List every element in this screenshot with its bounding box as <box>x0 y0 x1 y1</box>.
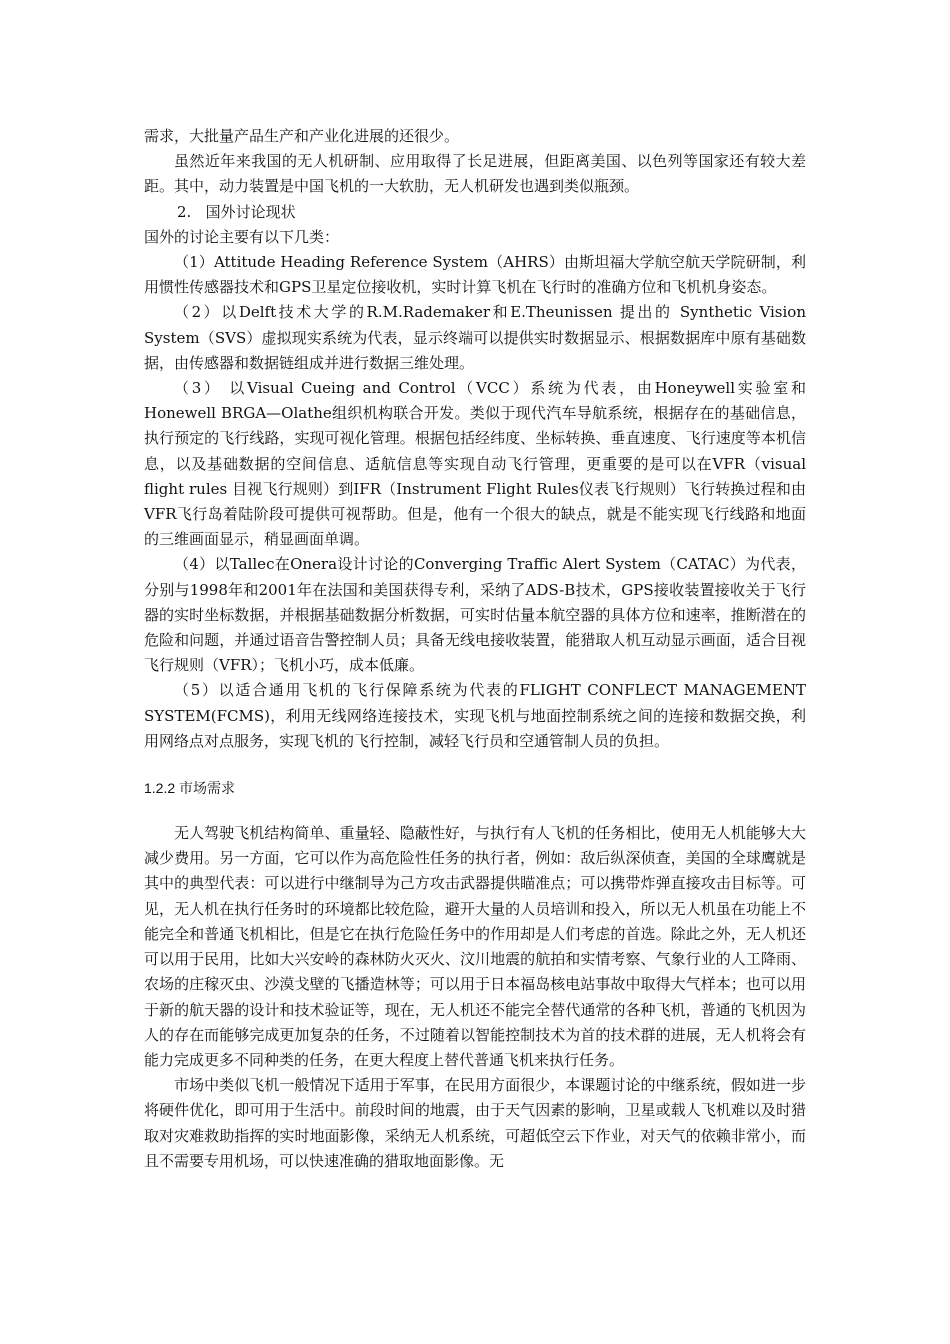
list-item-vcc: （3） 以Visual Cueing and Control（VCC）系统为代表，由Honeywell实验室和Honewell BRGA—Olathe组织机构联合开发。类似于现代汽车导航系统，根据存在的基础信息，执行预定的飞行线路，实现可视化管理。根据包括经纬度、坐标转换、垂直速度、飞行速度等本机信息，以及基础数据的空间信息、适航信息等实现自动飞行管理，更重要的是可以在VFR（visual flight rules 目视飞行规则）到IFR（Instrument Flight Rules仪表飞行规则）飞行转换过程和由VFR飞行岛着陆阶段可提供可视帮助。但是，他有一个很大的缺点，就是不能实现飞行线路和地面的三维画面显示，稍显画面单调。 <box>144 379 806 549</box>
list-item-ahrs: （1）Attitude Heading Reference System（AHRS）由斯坦福大学航空航天学院研制，利用惯性传感器技术和GPS卫星定位接收机，实时计算飞机在飞行时的准确方位和飞机机身姿态。 <box>144 253 806 297</box>
paragraph-foreign-intro: 国外的讨论主要有以下几类： <box>144 227 340 246</box>
paragraph-market-2: 市场中类似飞机一般情况下适用于军事，在民用方面很少，本课题讨论的中继系统，假如进一步将硬件优化，即可用于生活中。前段时间的地震，由于天气因素的影响，卫星或载人飞机难以及时猎取对灾难救助指挥的实时地面影像，采纳无人机系统，可超低空云下作业，对天气的依赖非常小，而且不需要专用机场，可以快速准确的猎取地面影像。无 <box>144 1076 806 1170</box>
list-item-svs: （2）以Delft技术大学的R.M.Rademaker和E.Theunissen 提出的 Synthetic Vision System（SVS）虚拟现实系统为代表，显示终端可以提供实时数据显示、根据数据库中原有基础数据，由传感器和数据链组成并进行数据三维处理。 <box>144 303 806 372</box>
paragraph-domestic-gap: 虽然近年来我国的无人机研制、应用取得了长足进展，但距离美国、以色列等国家还有较大差距。其中，动力装置是中国飞机的一大软肋，无人机研发也遇到类似瓶颈。 <box>144 152 806 196</box>
subheading-foreign-status: 2. 国外讨论现状 <box>177 202 296 221</box>
paragraph-market-1: 无人驾驶飞机结构简单、重量轻、隐蔽性好，与执行有人飞机的任务相比，使用无人机能够大大减少费用。另一方面，它可以作为高危险性任务的执行者，例如：敌后纵深侦查，美国的全球鹰就是其中的典型代表：可以进行中继制导为己方攻击武器提供瞄准点；可以携带炸弹直接攻击目标等。可见，无人机在执行任务时的环境都比较危险，避开大量的人员培训和投入，所以无人机虽在功能上不能完全和普通飞机相比，但是它在执行危险任务中的作用却是人们考虑的首选。除此之外，无人机还可以用于民用，比如大兴安岭的森林防火灭火、汶川地震的航拍和实情考察、气象行业的人工降雨、农场的庄稼灭虫、沙漠戈壁的飞播造林等；可以用于日本福岛核电站事故中取得大气样本；也可以用于新的航天器的设计和技术验证等，现在，无人机还不能完全替代通常的各种飞机，普通的飞机因为人的存在而能够完成更加复杂的任务，不过随着以智能控制技术为首的技术群的进展，无人机将会有能力完成更多不同种类的任务，在更大程度上替代普通飞机来执行任务。 <box>144 824 806 1069</box>
section-title-market: 1.2.2 市场需求 <box>144 780 236 797</box>
document-body <box>144 124 806 1174</box>
paragraph-continuation: 需求，大批量产品生产和产业化进展的还很少。 <box>144 127 460 145</box>
list-item-catac: （4）以Tallec在Onera设计讨论的Converging Traffic Alert System（CATAC）为代表，分别与1998年和2001年在法国和美国获得专利，采纳了ADS-B技术，GPS接收装置接收关于飞行器的实时坐标数据，并根据基础数据分析数据，可实时估量本航空器的具体方位和速率，推断潜在的危险和问题，并通过语音告警控制人员；具备无线电接收装置，能猎取人机互动显示画面，适合目视飞行规则（VFR）；飞机小巧，成本低廉。 <box>144 555 806 675</box>
list-item-fcms: （5）以适合通用飞机的飞行保障系统为代表的FLIGHT CONFLECT MANAGEMENT SYSTEM(FCMS)，利用无线网络连接技术，实现飞机与地面控制系统之间的连接和数据交换，利用网络点对点服务，实现飞机的飞行控制，减轻飞行员和空通管制人员的负担。 <box>144 681 806 750</box>
